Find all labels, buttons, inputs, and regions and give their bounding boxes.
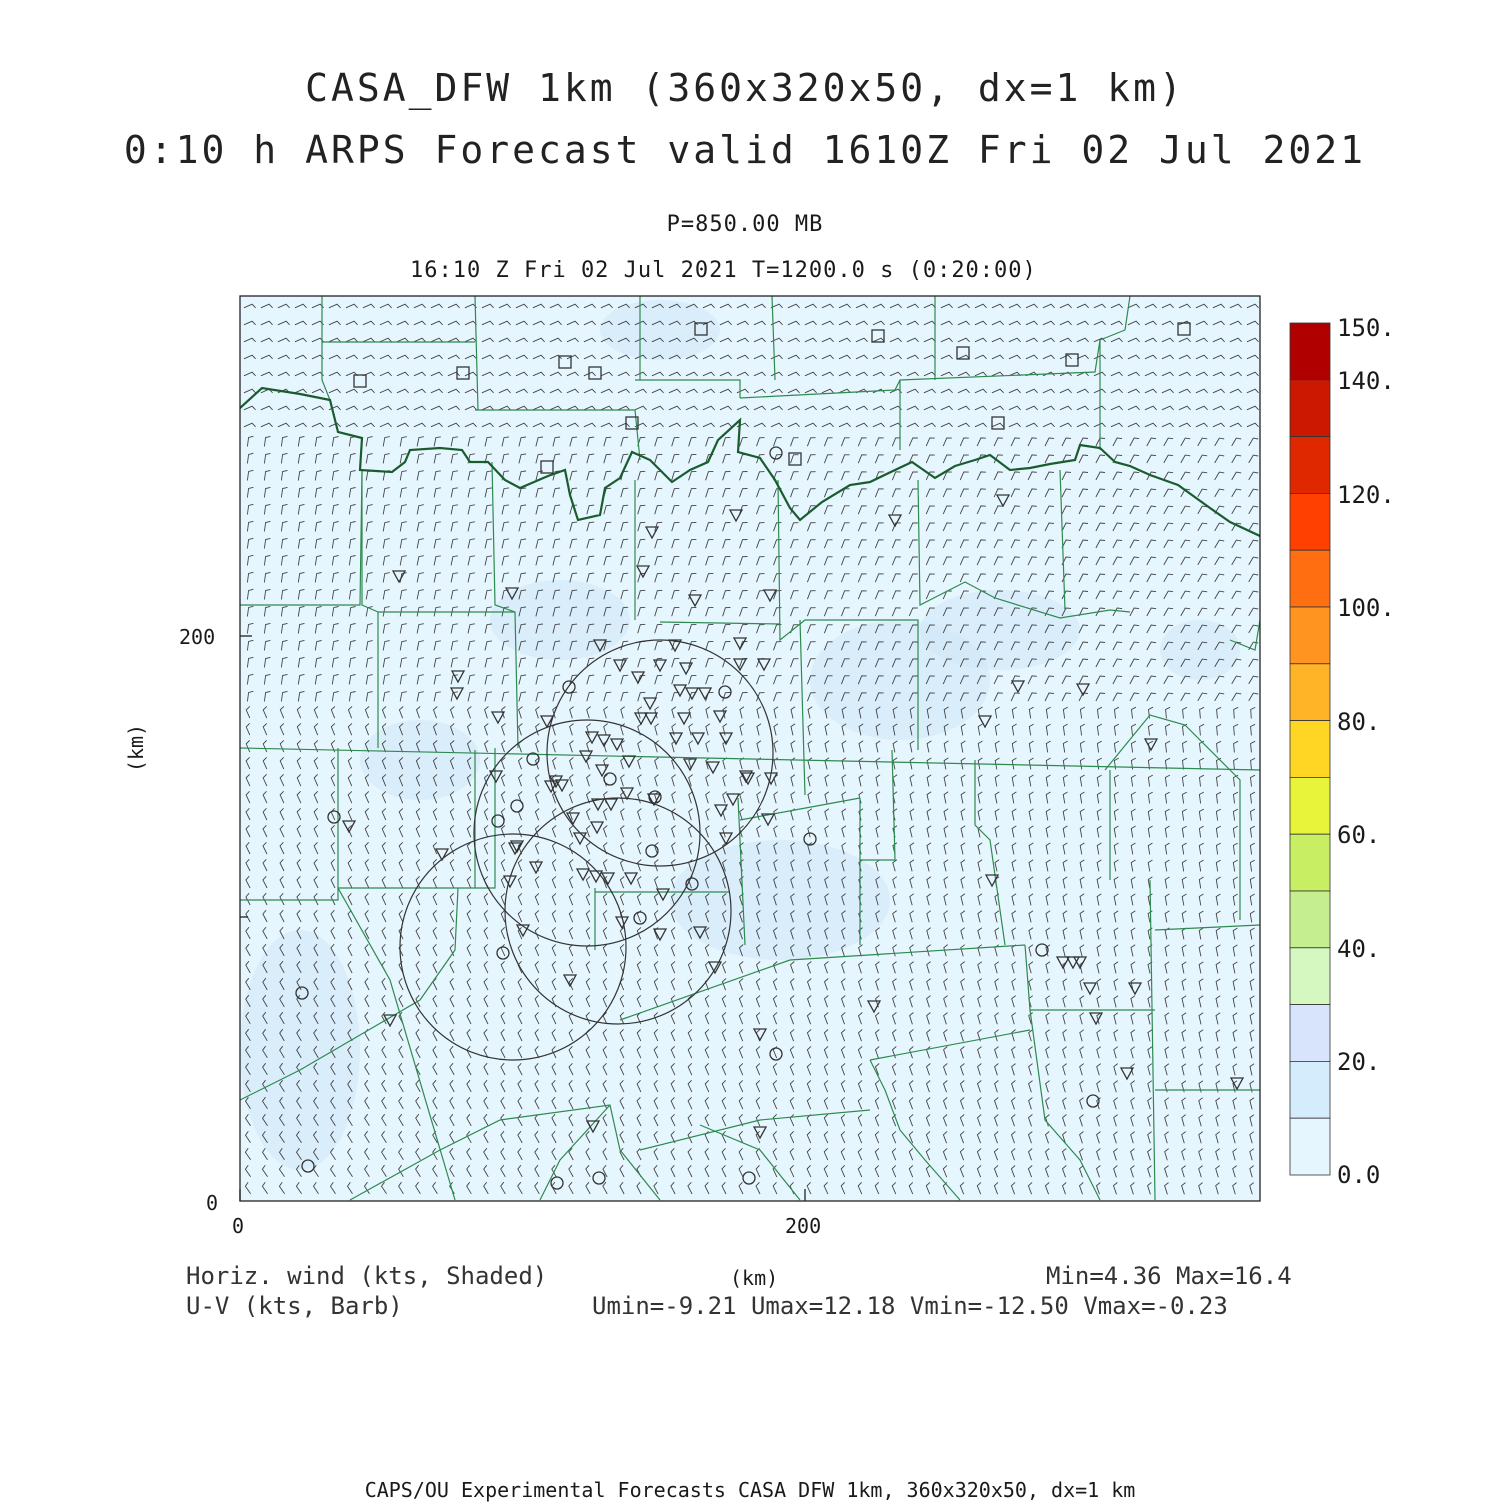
shading-region	[600, 300, 720, 360]
colorbar-swatch	[1290, 437, 1330, 494]
colorbar-swatch	[1290, 493, 1330, 550]
colorbar-swatch	[1290, 834, 1330, 891]
colorbar-label: 120.	[1337, 481, 1395, 509]
colorbar-swatch	[1290, 607, 1330, 664]
shading-region	[240, 930, 360, 1170]
colorbar-swatch	[1290, 664, 1330, 721]
colorbar-swatch	[1290, 323, 1330, 380]
colorbar-label: 0.0	[1337, 1161, 1381, 1189]
colorbar-swatch	[1290, 380, 1330, 437]
x-tick-label: 0	[232, 1214, 245, 1238]
colorbar	[1290, 323, 1330, 1175]
x-tick-label: 200	[785, 1214, 822, 1238]
colorbar-swatch	[1290, 891, 1330, 948]
figure-title-line2: 0:10 h ARPS Forecast valid 1610Z Fri 02 Jul 2021	[123, 128, 1367, 172]
y-tick-label: 200	[179, 625, 216, 649]
colorbar-swatch	[1290, 777, 1330, 834]
footer-credit: CAPS/OU Experimental Forecasts CASA DFW 1km, 360x320x50, dx=1 km	[364, 1478, 1136, 1502]
figure-title-line1: CASA_DFW 1km (360x320x50, dx=1 km)	[305, 66, 1185, 110]
barb-variable-label: U-V (kts, Barb)	[186, 1292, 403, 1320]
shaded-variable-label: Horiz. wind (kts, Shaded)	[186, 1262, 548, 1290]
min-max-stats: Min=4.36 Max=16.4	[1046, 1262, 1292, 1290]
colorbar-label: 80.	[1337, 708, 1381, 736]
colorbar-label: 20.	[1337, 1048, 1381, 1076]
colorbar-label: 150.	[1337, 314, 1395, 342]
colorbar-swatch	[1290, 1118, 1330, 1175]
pressure-level-label: P=850.00 MB	[666, 212, 824, 237]
colorbar-swatch	[1290, 1005, 1330, 1062]
y-axis-unit: (km)	[124, 723, 149, 773]
colorbar-swatch	[1290, 721, 1330, 778]
colorbar-label: 60.	[1337, 821, 1381, 849]
colorbar-swatch	[1290, 948, 1330, 1005]
colorbar-label: 140.	[1337, 367, 1395, 395]
uv-stats: Umin=-9.21 Umax=12.18 Vmin=-12.50 Vmax=-0.23	[592, 1292, 1228, 1320]
y-tick-label: 0	[206, 1191, 219, 1215]
shading-region	[920, 590, 1080, 670]
colorbar-label: 40.	[1337, 935, 1381, 963]
colorbar-swatch	[1290, 550, 1330, 607]
valid-time-label: 16:10 Z Fri 02 Jul 2021 T=1200.0 s (0:20:00)	[410, 258, 1037, 283]
colorbar-label: 100.	[1337, 594, 1395, 622]
x-axis-unit: (km)	[730, 1266, 779, 1290]
colorbar-swatch	[1290, 1061, 1330, 1118]
shading-region	[490, 580, 630, 660]
